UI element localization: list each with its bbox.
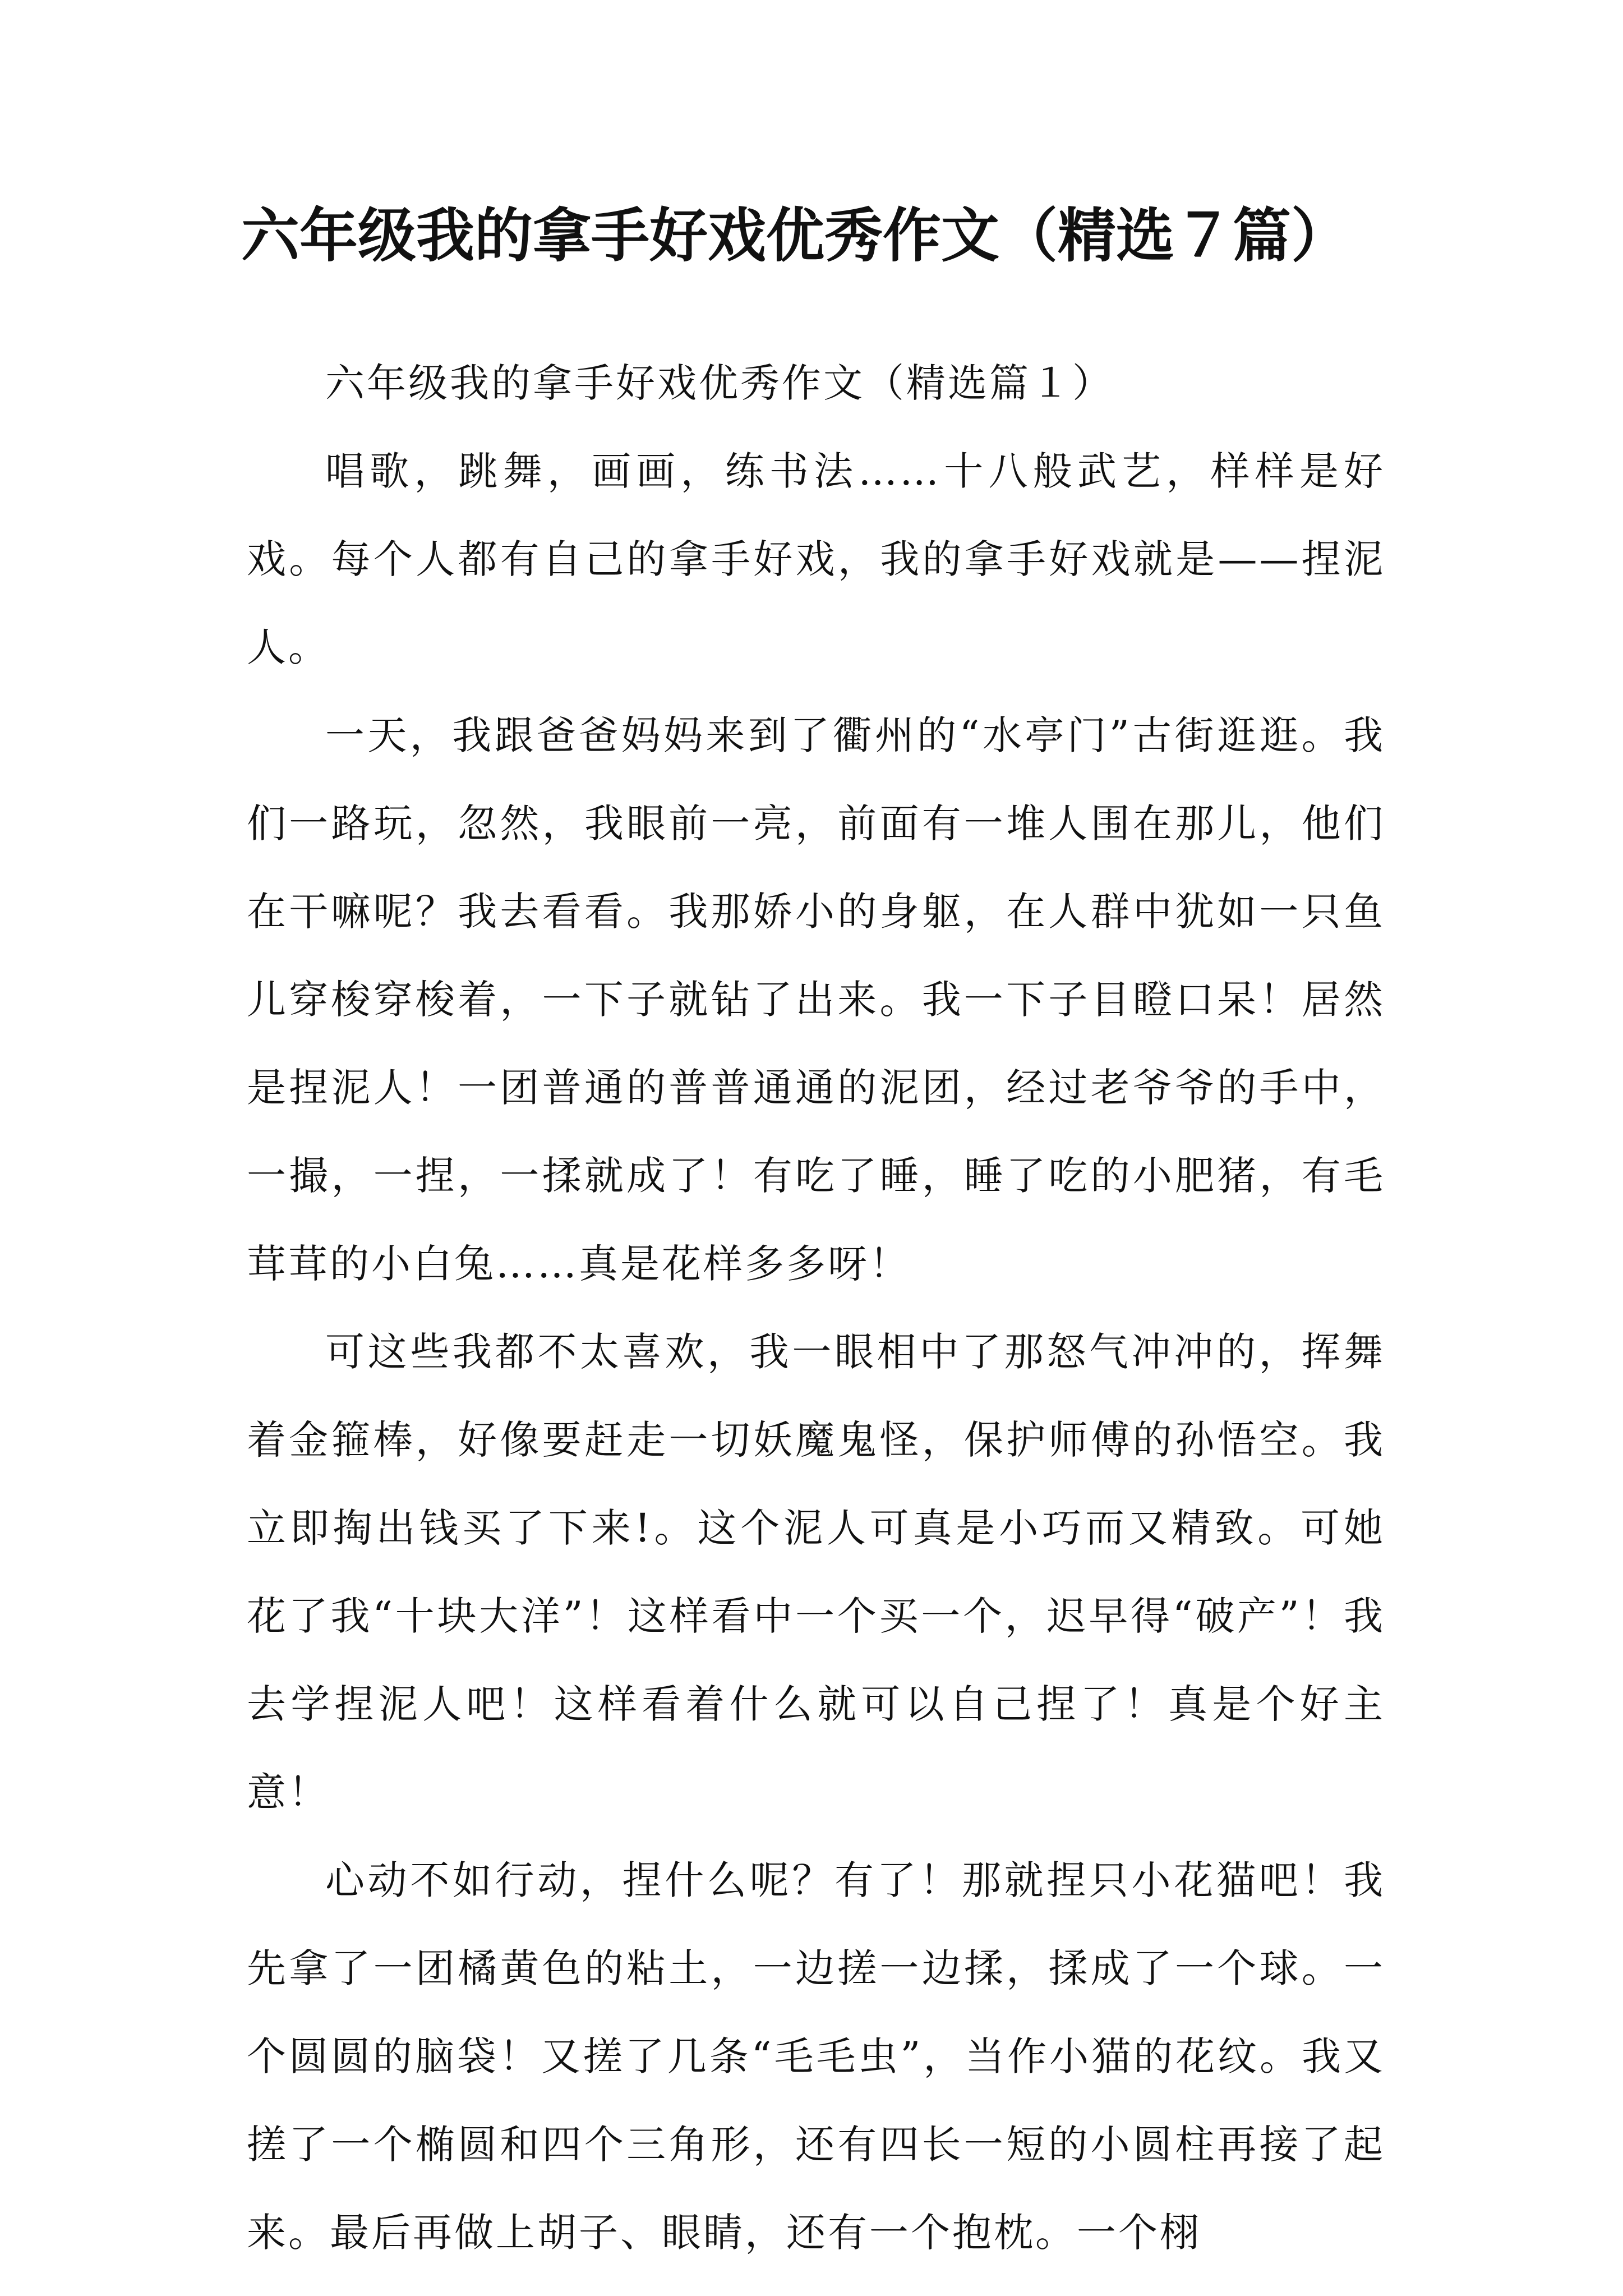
paragraph-2: 一天，我跟爸爸妈妈来到了衢州的“水亭门”古街逛逛。我们一路玩，忽然，我眼前一亮，前面有一堆人围在那儿，他们在干嘛呢？我去看看。我那娇小的身躯，在人群中犹如一只鱼儿穿梭穿梭着，一下子就钻了出来。我一下子目瞪口呆！居然是捏泥人！一团普通的普普通通的泥团，经过老爷爷的手中，一撮，一捏，一揉就成了！有吃了睡，睡了吃的小肥猪，有毛茸茸的小白兔……真是花样多多呀！ xyxy=(247,712,1385,1287)
paragraph-1: 唱歌，跳舞，画画，练书法……十八般武艺，样样是好戏。每个人都有自己的拿手好戏，我的拿手好戏就是——捏泥人。 xyxy=(247,448,1385,670)
section-heading: 六年级我的拿手好戏优秀作文（精选篇１） xyxy=(325,360,1114,406)
document-body xyxy=(247,339,1385,2277)
paragraph-3: 可这些我都不太喜欢，我一眼相中了那怒气冲冲的，挥舞着金箍棒，好像要赶走一切妖魔鬼怪，保护师傅的孙悟空。我立即掏出钱买了下来!。这个泥人可真是小巧而又精致。可她花了我“十块大洋”！这样看中一个买一个，迟早得“破产”！我去学捏泥人吧！这样看着什么就可以自己捏了！真是个好主意！ xyxy=(247,1329,1385,1815)
document-title: 六年级我的拿手好戏优秀作文（精选７篇） xyxy=(241,201,1350,270)
paragraph-4: 心动不如行动，捏什么呢？有了！那就捏只小花猫吧！我先拿了一团橘黄色的粘土，一边搓一边揉，揉成了一个球。一个圆圆的脑袋！又搓了几条“毛毛虫”，当作小猫的花纹。我又搓了一个椭圆和四个三角形，还有四长一短的小圆柱再接了起来。最后再做上胡子、眼睛，还有一个抱枕。一个栩 xyxy=(247,1857,1385,2256)
